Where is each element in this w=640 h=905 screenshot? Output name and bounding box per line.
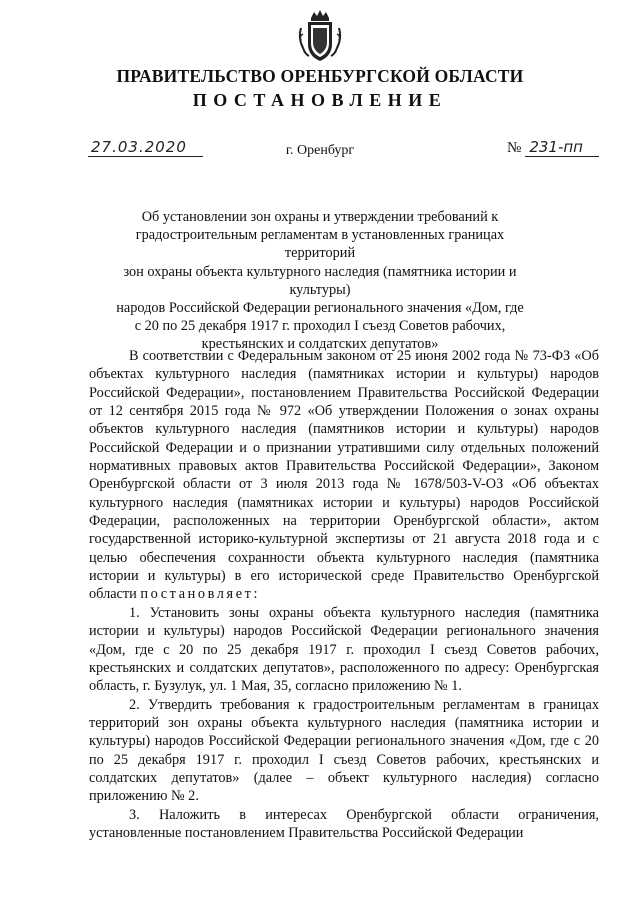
item-2-paragraph: 2. Утвердить требования к градостроительным регламентам в границах территорий зон охраны объекта культурного наследия (памятника истории и культуры) народов Российской Федерации регионального значения «Дом, где с 20 по 25 декабря 1917 г. проходил I съезд Советов рабочих, крестьянских и солдатских депутатов» (далее – объект культурного наследия) согласно приложению № 2. [89, 696, 599, 805]
subject-line: градостроительным регламентам в установленных границах территорий [135, 227, 505, 262]
number-value: 231-пп [525, 138, 599, 157]
preamble-text: В соответствии с Федеральным законом от 25 июня 2002 года № 73-ФЗ «Об объектах культурного наследия (памятниках истории и культуры) народов Российской Федерации», постановлением Правительства Российской Федерации от 12 сентября 2015 года № 972 «Об утверждении Положения о зонах охраны объектов культурного наследия (памятников истории и культуры) народов Российской Федерации и о признании утратившими силу отдельных положений нормативных правовых актов Правительства Российской Федерации», Законом Оренбургской области от 3 июля 2013 года № 1678/503-V-ОЗ «Об объектах культурного наследия (памятниках истории и культуры) народов Российской Федерации, расположенных на территории Оренбургской области», актом государственной историко-культурной экспертизы от 21 августа 2018 года и с целью обеспечения сохранности объекта культурного наследия (памятника истории и культуры) в его исторической среде Правительство Оренбургской области [89, 348, 599, 603]
document-city: г. Оренбург [285, 143, 355, 158]
item-1-paragraph: 1. Установить зоны охраны объекта культурного наследия (памятника истории и культуры) народов Российской Федерации регионального значения «Дом, где с 20 по 25 декабря 1917 г. проходил I съезд Советов рабочих, крестьянских и солдатских депутатов», расположенного по адресу: Оренбургская область, г. Бузулук, ул. 1 Мая, 35, согласно приложению № 1. [89, 604, 599, 695]
document-subject [110, 208, 530, 354]
item-3-paragraph: 3. Наложить в интересах Оренбургской области ограничения, установленные постановлением Правительства Российской Федерации [89, 806, 599, 841]
document-date: 27.03.2020 [88, 138, 203, 157]
document-type-title: ПОСТАНОВЛЕНИЕ [192, 90, 448, 110]
document-number [507, 138, 599, 157]
subject-line: с 20 по 25 декабря 1917 г. проходил I съезд Советов рабочих, [134, 318, 506, 335]
subject-line: Об установлении зон охраны и утверждении требований к [141, 209, 499, 225]
preamble-verb: постановляет: [140, 586, 261, 603]
subject-line: зон охраны объекта культурного наследия (памятника истории и культуры) [123, 263, 517, 298]
subject-line: крестьянских и солдатских депутатов» [201, 336, 439, 353]
subject-line: народов Российской Федерации регионального значения «Дом, где [116, 300, 524, 317]
preamble-paragraph [89, 347, 599, 604]
orenburg-coat-of-arms-icon [295, 8, 345, 64]
government-title: ПРАВИТЕЛЬСТВО ОРЕНБУРГСКОЙ ОБЛАСТИ [116, 66, 524, 86]
document-body [89, 347, 599, 842]
number-sign: № [507, 140, 522, 156]
